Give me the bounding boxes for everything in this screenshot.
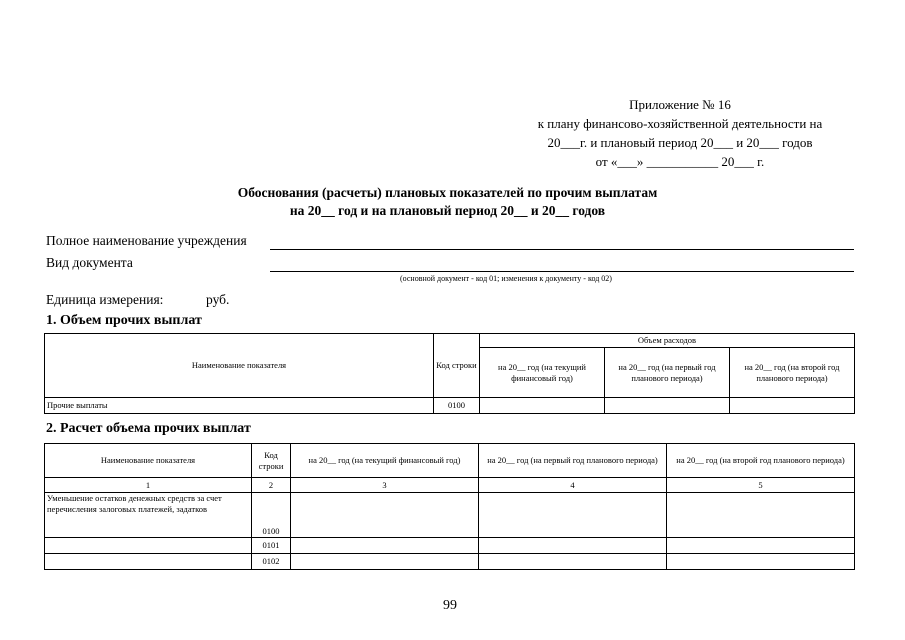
- appendix-plan-ref: к плану финансово-хозяйственной деятельности на: [537, 116, 823, 131]
- table-row: [45, 398, 855, 414]
- document-title-line1: Обоснования (расчеты) плановых показателей по прочим выплатам: [237, 185, 658, 200]
- doc-type-line: [270, 271, 854, 272]
- s2-row-cell: [479, 493, 667, 538]
- unit-label: Единица измерения:: [46, 292, 164, 307]
- s1-header-year3: на 20__ год (на второй год планового периода): [730, 348, 855, 398]
- s1-header-name: Наименование показателя: [45, 334, 434, 398]
- s1-row-code: 0100: [434, 398, 480, 414]
- s2-row-cell: [291, 493, 479, 538]
- table-row: [45, 493, 855, 538]
- s2-col-number: 5: [667, 478, 855, 493]
- appendix-date: от «___» ___________ 20___ г.: [595, 154, 765, 169]
- s2-row-code: 0102: [252, 554, 291, 570]
- s2-header-year2: на 20__ год (на первый год планового периода): [479, 444, 667, 478]
- table-row: [45, 554, 855, 570]
- section1-table: [44, 333, 855, 414]
- s2-row-code: 0101: [252, 538, 291, 554]
- s2-row-cell: [291, 554, 479, 570]
- s1-header-code: Код строки: [434, 334, 480, 398]
- s2-row-cell: [667, 554, 855, 570]
- s2-number-row: [45, 478, 855, 493]
- document-title: [150, 184, 745, 220]
- unit-value: руб.: [206, 292, 230, 307]
- s2-row-cell: [479, 538, 667, 554]
- s1-header-year2: на 20__ год (на первый год планового периода): [605, 348, 730, 398]
- appendix-number: Приложение № 16: [629, 97, 731, 112]
- table-row: [45, 538, 855, 554]
- section2-heading: 2. Расчет объема прочих выплат: [46, 421, 251, 436]
- s1-header-group: Объем расходов: [480, 334, 855, 348]
- doc-type-label: Вид документа: [46, 255, 133, 270]
- institution-label: Полное наименование учреждения: [46, 233, 247, 248]
- s2-col-number: 4: [479, 478, 667, 493]
- s2-row-cell: [667, 493, 855, 538]
- section1-heading: 1. Объем прочих выплат: [46, 313, 202, 328]
- s2-row-cell: [479, 554, 667, 570]
- institution-line: [270, 249, 854, 250]
- appendix-period: 20___г. и плановый период 20___ и 20___ годов: [547, 135, 813, 150]
- s2-row-name: [45, 538, 252, 554]
- document-title-line2: на 20__ год и на плановый период 20__ и 20__ годов: [289, 203, 606, 218]
- s1-row-name: Прочие выплаты: [45, 398, 434, 414]
- page-number: 99: [443, 598, 457, 613]
- s2-row-code: 0100: [252, 493, 291, 538]
- s2-row-name: [45, 554, 252, 570]
- s2-header-year3: на 20__ год (на второй год планового периода): [667, 444, 855, 478]
- s2-col-number: 1: [45, 478, 252, 493]
- s1-header-year1: на 20__ год (на текущий финансовый год): [480, 348, 605, 398]
- s2-header-code: Код строки: [252, 444, 291, 478]
- appendix-block: [495, 95, 865, 171]
- s2-row-cell: [291, 538, 479, 554]
- s1-row-cell: [605, 398, 730, 414]
- section2-table: [44, 443, 855, 570]
- s1-row-cell: [730, 398, 855, 414]
- s2-col-number: 2: [252, 478, 291, 493]
- s2-row-cell: [667, 538, 855, 554]
- s2-row-name: Уменьшение остатков денежных средств за счет перечисления залоговых платежей, задатков: [45, 493, 252, 538]
- s2-col-number: 3: [291, 478, 479, 493]
- s2-header-year1: на 20__ год (на текущий финансовый год): [291, 444, 479, 478]
- s1-row-cell: [480, 398, 605, 414]
- s2-header-name: Наименование показателя: [45, 444, 252, 478]
- doc-type-hint: (основной документ - код 01; изменения к документу - код 02): [400, 274, 612, 283]
